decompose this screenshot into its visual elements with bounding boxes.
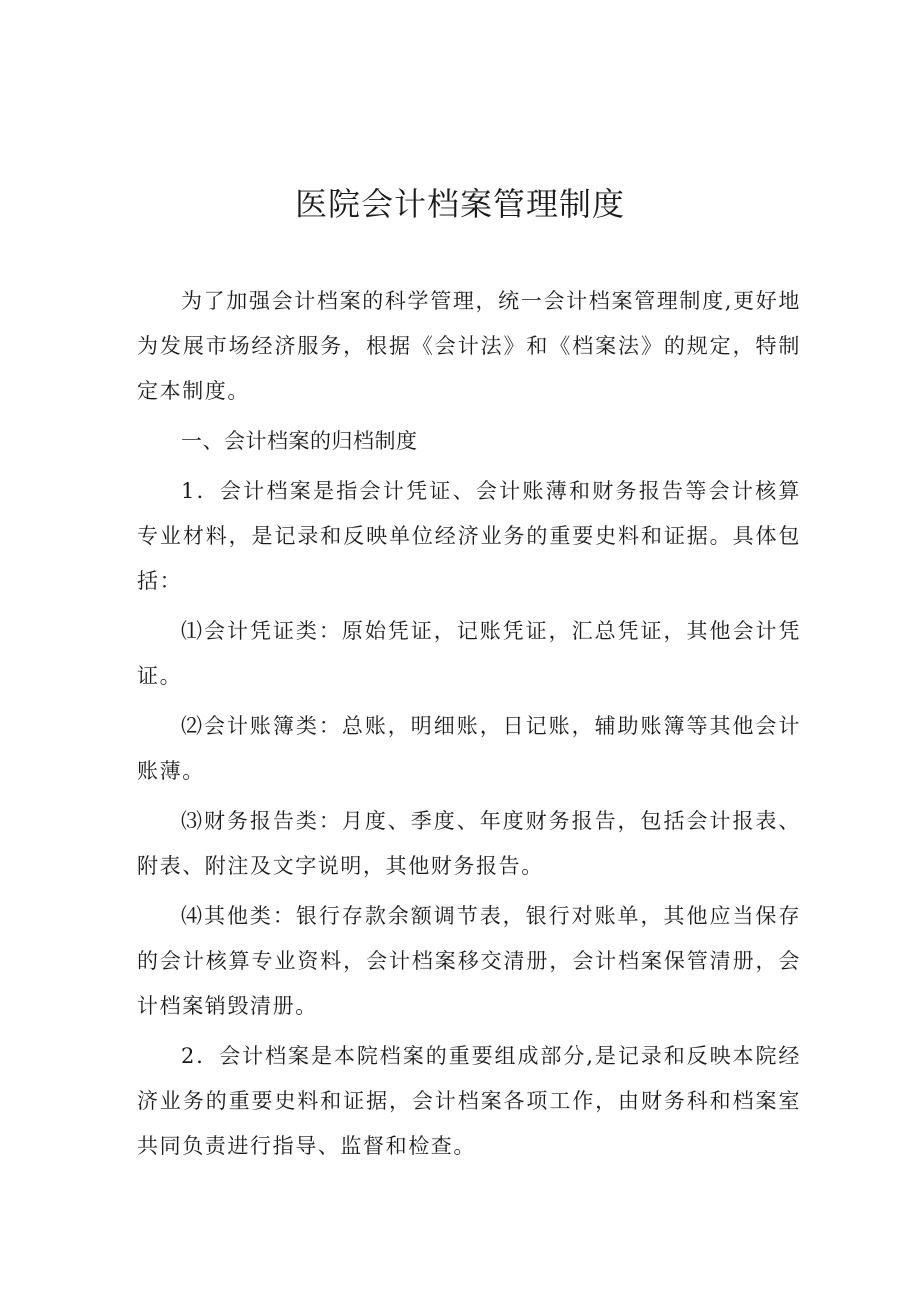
section-heading: 一、会计档案的归档制度 xyxy=(181,429,418,453)
sub-item-1-paragraph: ⑴会计凭证类：原始凭证，记账凭证，汇总凭证，其他会计凭证。 xyxy=(137,619,801,688)
item-2-paragraph: 2．会计档案是本院档案的重要组成部分,是记录和反映本院经济业务的重要史料和证据，会计档案各项工作，由财务科和档案室共同负责进行指导、监督和检查。 xyxy=(137,1044,801,1158)
document-title: 医院会计档案管理制度 xyxy=(294,185,625,223)
item-1-paragraph: 1．会计档案是指会计凭证、会计账薄和财务报告等会计核算专业材料，是记录和反映单位经济业务的重要史料和证据。具体包括： xyxy=(137,479,801,593)
sub-item-3-paragraph: ⑶财务报告类：月度、季度、年度财务报告，包括会计报表、附表、附注及文字说明，其他财务报告。 xyxy=(137,809,801,878)
sub-item-4-paragraph: ⑷其他类：银行存款余额调节表，银行对账单，其他应当保存的会计核算专业资料，会计档案移交清册，会计档案保管清册，会计档案销毁清册。 xyxy=(137,904,801,1018)
sub-item-2-paragraph: ⑵会计账簿类：总账，明细账，日记账，辅助账簿等其他会计账薄。 xyxy=(137,714,801,783)
intro-paragraph: 为了加强会计档案的科学管理，统一会计档案管理制度,更好地为发展市场经济服务，根据《会计法》和《档案法》的规定，特制定本制度。 xyxy=(137,289,801,403)
document-body xyxy=(137,279,801,1169)
